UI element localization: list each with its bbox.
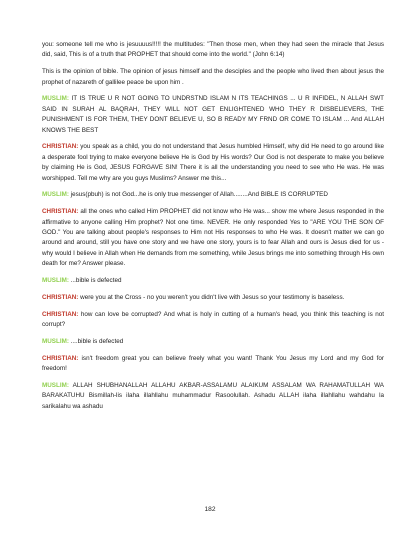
- turn-text: ....bible is defected: [70, 337, 124, 345]
- speaker-label-muslim: MUSLIM:: [42, 381, 69, 389]
- dialogue-turn-muslim: [42, 94, 384, 136]
- paragraph-opinion: [42, 67, 384, 88]
- dialogue-turn-muslim: [42, 276, 384, 286]
- speaker-label-muslim: MUSLIM:: [42, 191, 69, 199]
- dialogue-turn-christian: [42, 293, 384, 303]
- speaker-label-christian: CHRISTIAN:: [42, 143, 79, 151]
- turn-text: ALLAH SHUBHANALLAH ALLAHU AKBAR-ASSALAMU ALAIKUM ASSALAM WA RAHAMATULLAH WA BARAKATUHU Bismillah-lis ilaha illahllahu muhammadur Rasoolullah. Ashadu ALLAH ilaha illahllahu wahdahu la sarikalahu wa ashadu: [42, 381, 384, 410]
- turn-text: ...bible is defected: [70, 277, 122, 285]
- paragraph-text: This is the opinion of bible. The opinion of jesus himself and the desciples and the people who lived then about jesus the prophet of nazareth of gallilee peace be upon him .: [42, 68, 384, 86]
- paragraph-text: you: someone tell me who is jesuuuus!!!!! the multitudes: "Then those men, when they had seen the miracle that Jesus did, said, This is of a truth that PROPHET that should come into the world." (John 6:14): [42, 41, 384, 59]
- dialogue-turn-muslim: [42, 337, 384, 347]
- dialogue-turn-christian: [42, 207, 384, 269]
- dialogue-turn-christian: [42, 310, 384, 331]
- turn-text: you speak as a child, you do not understand that Jesus humbled Himself, why did He need to go around like a desperate fool trying to make everyone believe He is God by His words? Our God is not desperate to make you believe by claiming He is God, JESUS FORGAVE SIN! There it is all the understanding you need to see who He was. He was worshipped. Tell me why are you guys Muslims? Answer me this...: [42, 143, 384, 182]
- speaker-label-christian: CHRISTIAN:: [42, 208, 79, 216]
- paragraph-quote: [42, 40, 384, 61]
- document-page: [42, 40, 384, 418]
- speaker-label-muslim: MUSLIM:: [42, 95, 69, 103]
- speaker-label-christian: CHRISTIAN:: [42, 310, 79, 318]
- dialogue-turn-christian: [42, 142, 384, 184]
- turn-text: how can love be corrupted? And what is holy in cutting of a human's head, you think this teaching is not corrupt?: [42, 310, 384, 329]
- speaker-label-muslim: MUSLIM:: [42, 277, 69, 285]
- speaker-label-christian: CHRISTIAN:: [42, 354, 79, 362]
- page-number: 182: [204, 506, 216, 513]
- speaker-label-christian: CHRISTIAN:: [42, 293, 79, 301]
- turn-text: were you at the Cross - no you weren't you didn't live with Jesus so your testimony is baseless.: [80, 293, 345, 301]
- turn-text: all the ones who called Him PROPHET did not know who He was... show me where Jesus responded in the affirmative to anyone calling Him prophet? Not one time. NEVER. He only responded Yes to "ARE YOU THE SON OF GOD." You are talking about people's responses to Him not His responses to who He was. It doesn't matter we can go around and around, still you have one story and we have one story, yours is to fear Allah and ours is Jesus died for us - why would I believe in Allah when He demands from me something, while Jesus brings me into something through His own death for me? Answer please.: [42, 208, 384, 268]
- turn-text: jesus(pbuh) is not God...he is only true messenger of Allah........And BIBLE IS CORRUPTED: [70, 191, 328, 199]
- turn-text: IT IS TRUE U R NOT GOING TO UNDRSTND ISLAM N ITS TEACHINGS ... U R INFIDEL, N ALLAH SWT SAID IN SURAH AL BAQRAH, THEY WILL NOT GET ENLIGHTENED WHO THEY R DISBELIEVERS, THE PUNISHMENT IS FOR THEM, THEY DONT BELIEVE U, SO B READY MY FRND OR COME TO ISLAM ... And ALLAH KNOWS THE BEST: [42, 95, 384, 134]
- dialogue-turn-christian: [42, 354, 384, 375]
- dialogue-turn-muslim: [42, 190, 384, 200]
- speaker-label-muslim: MUSLIM:: [42, 337, 69, 345]
- turn-text: isn't freedom great you can believe freely what you want! Thank You Jesus my Lord and my God for freedom!: [42, 354, 385, 373]
- dialogue-turn-muslim: [42, 381, 384, 412]
